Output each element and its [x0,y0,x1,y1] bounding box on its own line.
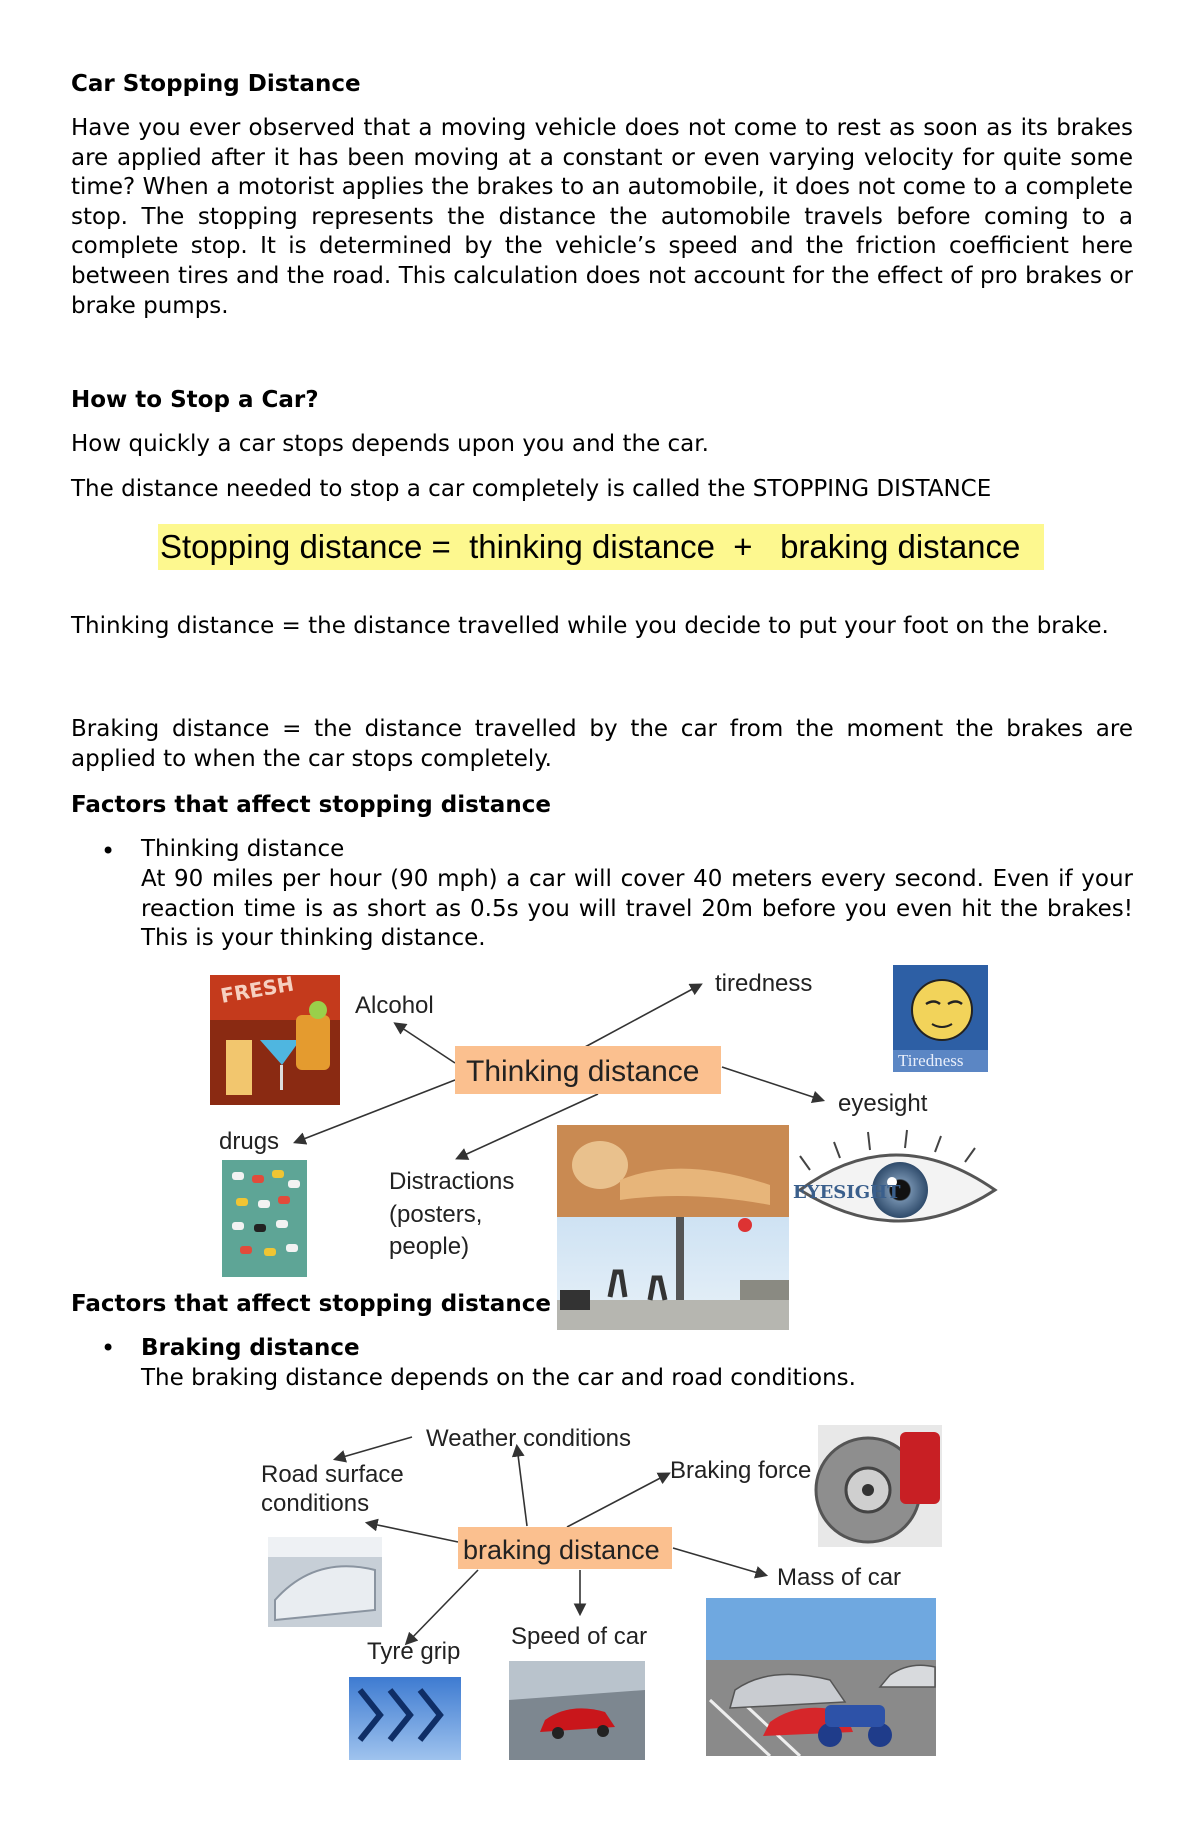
label-road-surface-2: conditions [261,1490,370,1517]
traffic-mass-image [706,1598,936,1756]
tyre-tread-image [349,1677,461,1760]
label-alcohol: Alcohol [355,992,434,1019]
label-distractions-3: people) [389,1233,470,1260]
label-mass-of-car: Mass of car [777,1564,902,1591]
arrow-to-braking-force [567,1474,668,1527]
label-speed-of-car: Speed of car [511,1623,648,1650]
eyesight-image-caption: EYESIGHT [793,1182,901,1203]
label-drugs: drugs [219,1128,280,1155]
speeding-car-image [509,1661,645,1760]
arrow-to-mass [673,1548,765,1575]
thinking-distance-diagram [210,965,995,1330]
braking-distance-definition: Braking distance = the distance travelled by the car from the moment the brakes are applied to when the car stops completely. [71,716,1133,772]
heading-factors-thinking: Factors that affect stopping distance [71,792,551,818]
bullet-icon: • [101,1334,116,1362]
arrow-to-weather-left [336,1437,412,1459]
label-weather-conditions: Weather conditions [426,1425,632,1452]
intro-paragraph: Have you ever observed that a moving vehicle does not come to rest as soon as its brakes are applied after it has been moving at a constant or even varying velocity for quite some time? When a motorist applies the brakes to an automobile, it does not come to a complete stop. The stopping represents the distance the automobile travels before coming to a complete stop. It is determined by the vehicle’s speed and the friction coefficient here between tires and the road. This calculation does not account for the effect of pro brakes or brake pumps. [71,115,1133,319]
tiredness-cartoon-image [893,965,988,1072]
heading-car-stopping-distance: Car Stopping Distance [71,71,361,97]
arrow-to-eyesight [722,1067,822,1100]
heading-factors-braking: Factors that affect stopping distance [71,1291,551,1317]
alcohol-drinks-image [210,971,340,1105]
thinking-distance-label: Thinking distance [466,1055,700,1088]
label-braking-force: Braking force [670,1457,812,1484]
label-distractions-1: Distractions [389,1168,515,1195]
bullet-braking-title: Braking distance [141,1335,360,1361]
bullet-icon: • [101,837,116,865]
label-eyesight: eyesight [838,1090,928,1117]
braking-distance-diagram [261,1425,942,1760]
brake-disc-image [816,1425,942,1547]
bullet-thinking-title: Thinking distance [141,836,345,862]
fresh-sign-text: FRESH [218,971,296,1008]
line-how-quickly: How quickly a car stops depends upon you and the car. [71,431,709,457]
arrow-to-tyre-grip [407,1570,478,1643]
arrow-to-alcohol [396,1024,455,1063]
bullet-thinking-text: At 90 miles per hour (90 mph) a car will cover 40 meters every second. Even if your reaction time is as short as 0.5s you will travel 20m before you even hit the brakes! This is your thinking distance. [141,866,1133,952]
snowy-road-image [268,1537,382,1627]
label-road-surface-1: Road surface [261,1461,404,1488]
thinking-distance-definition: Thinking distance = the distance travelled while you decide to put your foot on the brake. [71,613,1109,639]
label-tiredness: tiredness [715,970,813,997]
line-distance-needed: The distance needed to stop a car completely is called the STOPPING DISTANCE [71,476,992,502]
label-tyre-grip: Tyre grip [367,1638,461,1665]
billboard-distraction-image [557,1125,789,1330]
eye-image [793,1130,995,1221]
bullet-braking-text: The braking distance depends on the car and road conditions. [141,1365,856,1391]
drugs-pills-image [222,1160,307,1277]
arrow-to-weather [517,1447,527,1526]
arrow-to-tiredness [585,985,700,1047]
label-distractions-2: (posters, [389,1201,483,1228]
heading-how-to-stop: How to Stop a Car? [71,387,319,413]
tiredness-image-caption: Tiredness [898,1051,964,1070]
braking-distance-label: braking distance [463,1535,660,1565]
stopping-distance-formula: Stopping distance = thinking distance + braking distance [158,524,1044,570]
